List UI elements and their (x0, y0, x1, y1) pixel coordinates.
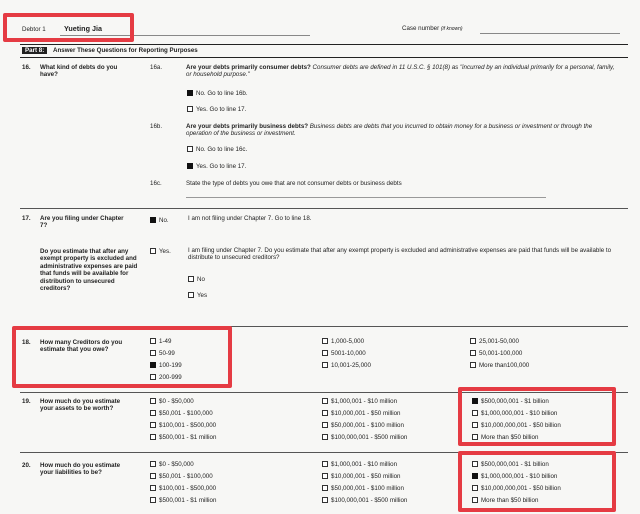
q18-option[interactable]: 1,000-5,000 (322, 338, 364, 345)
q18-option[interactable]: 200-999 (150, 374, 182, 381)
checkbox-unchecked[interactable] (470, 338, 476, 344)
checkbox-checked[interactable] (187, 90, 193, 96)
checkbox-checked[interactable] (150, 217, 156, 223)
part-bottom-rule (20, 57, 628, 58)
debtor-label: Debtor 1 (22, 26, 46, 33)
q19-option[interactable]: $100,001 - $500,000 (150, 422, 216, 429)
q16a-number: 16a. (150, 64, 163, 71)
q19-option[interactable]: $50,001 - $100,000 (150, 410, 213, 417)
part-badge: Part 8: (22, 47, 47, 54)
q20-option[interactable]: $100,001 - $500,000 (150, 485, 216, 492)
checkbox-unchecked[interactable] (150, 410, 156, 416)
checkbox-unchecked[interactable] (470, 350, 476, 356)
q16-bottom-rule (20, 208, 628, 209)
q18-option[interactable]: 1-49 (150, 338, 171, 345)
q18-option[interactable]: 50,001-100,000 (470, 350, 522, 357)
q20-option[interactable]: $1,000,001 - $10 million (322, 461, 397, 468)
q19-option[interactable]: $500,001 - $1 million (150, 434, 216, 441)
q17-question: Are you filing under Chapter 7? (40, 215, 124, 230)
checkbox-unchecked[interactable] (150, 248, 156, 254)
q18-option[interactable]: 25,001-50,000 (470, 338, 519, 345)
debtor-highlight-box (3, 13, 134, 42)
checkbox-unchecked[interactable] (187, 146, 193, 152)
q17-yes-text: I am filing under Chapter 7. Do you estimate that after any exempt property is excluded and administrative expenses are paid that funds will be available to distribute to unsecured creditors? (188, 247, 612, 262)
q17-number: 17. (22, 215, 31, 222)
checkbox-checked[interactable] (187, 163, 193, 169)
checkbox-unchecked[interactable] (150, 398, 156, 404)
checkbox-unchecked[interactable] (470, 362, 476, 368)
q20-question: How much do you estimate your liabilities to be? (40, 462, 121, 477)
q19-question: How much do you estimate your assets to be worth? (40, 398, 121, 413)
q17-subquestion: Do you estimate that after any exempt property is excluded and administrative expenses are paid that funds will be available for distribution to unsecured creditors? (40, 248, 138, 293)
q19-option[interactable]: $500,000,001 - $1 billion (472, 398, 549, 405)
q16b-no-option[interactable]: No. Go to line 16c. (187, 146, 247, 153)
q20-option[interactable]: $1,000,000,001 - $10 billion (472, 473, 557, 480)
case-number-underline (480, 33, 620, 34)
q16b-yes-option[interactable]: Yes. Go to line 17. (187, 163, 246, 170)
q19-option[interactable]: $1,000,000,001 - $10 billion (472, 410, 557, 417)
checkbox-unchecked[interactable] (150, 422, 156, 428)
q19-option[interactable]: $10,000,001 - $50 million (322, 410, 401, 417)
checkbox-unchecked[interactable] (322, 410, 328, 416)
q19-option[interactable]: $50,000,001 - $100 million (322, 422, 404, 429)
q17-no-option[interactable]: No. (150, 217, 169, 224)
q20-option[interactable]: $500,000,001 - $1 billion (472, 461, 549, 468)
q16b-number: 16b. (150, 123, 163, 130)
q19-number: 19. (22, 398, 31, 405)
q18-option[interactable]: 100-199 (150, 362, 182, 369)
q16c-number: 16c. (150, 180, 162, 187)
q16a-no-option[interactable]: No. Go to line 16b. (187, 90, 248, 97)
q20-option[interactable]: $50,000,001 - $100 million (322, 485, 404, 492)
q17-yes-option[interactable]: Yes. (150, 248, 171, 255)
q20-option[interactable]: $10,000,001 - $50 million (322, 473, 401, 480)
q16-number: 16. (22, 64, 31, 71)
q19-option[interactable]: $10,000,000,001 - $50 billion (472, 422, 561, 429)
liabilities-highlight-box (458, 451, 616, 512)
checkbox-unchecked[interactable] (322, 398, 328, 404)
checkbox-unchecked[interactable] (322, 422, 328, 428)
part-header (22, 47, 198, 54)
q18-number: 18. (22, 339, 31, 346)
checkbox-unchecked[interactable] (322, 362, 328, 368)
checkbox-unchecked[interactable] (322, 434, 328, 440)
q20-option[interactable]: $0 - $50,000 (150, 461, 194, 468)
checkbox-unchecked[interactable] (188, 276, 194, 282)
checkbox-unchecked[interactable] (150, 461, 156, 467)
checkbox-unchecked[interactable] (150, 434, 156, 440)
case-number-label: Case number (if known) (402, 25, 463, 32)
checkbox-unchecked[interactable] (150, 473, 156, 479)
q20-option[interactable]: $500,001 - $1 million (150, 497, 216, 504)
part-title: Answer These Questions for Reporting Purposes (53, 47, 198, 54)
q16b-text: Are your debts primarily business debts? Business debts are debts that you incurred to obtain money for a business or investment or through the operation of the business or investment. (186, 123, 593, 138)
q18-option[interactable]: 5001-10,000 (322, 350, 366, 357)
q18-option[interactable]: 50-99 (150, 350, 175, 357)
checkbox-unchecked[interactable] (322, 350, 328, 356)
q20-number: 20. (22, 462, 31, 469)
q19-option[interactable]: $1,000,001 - $10 million (322, 398, 397, 405)
creditors-highlight-box (12, 326, 232, 388)
q20-option[interactable]: $50,001 - $100,000 (150, 473, 213, 480)
q18-option[interactable]: More than100,000 (470, 362, 529, 369)
q19-option[interactable]: $100,000,001 - $500 million (322, 434, 407, 441)
q18-question: How many Creditors do you estimate that you owe? (40, 339, 123, 354)
checkbox-unchecked[interactable] (322, 485, 328, 491)
q20-option[interactable]: $10,000,000,001 - $50 billion (472, 485, 561, 492)
q19-option[interactable]: More than $50 billion (472, 434, 538, 441)
q17-sub-yes-option[interactable]: Yes (188, 292, 207, 299)
checkbox-unchecked[interactable] (150, 497, 156, 503)
q20-option[interactable]: $100,000,001 - $500 million (322, 497, 407, 504)
q16a-yes-option[interactable]: Yes. Go to line 17. (187, 106, 246, 113)
checkbox-unchecked[interactable] (187, 106, 193, 112)
checkbox-unchecked[interactable] (322, 473, 328, 479)
q16a-text: Are your debts primarily consumer debts? Consumer debts are defined in 11 U.S.C. § 101(8) as "incurred by an individual primarily for a personal, family, or household purpose." (186, 64, 615, 79)
q19-option[interactable]: $0 - $50,000 (150, 398, 194, 405)
q16c-text: State the type of debts you owe that are not consumer debts or business debts (186, 180, 402, 187)
q18-option[interactable]: 10,001-25,000 (322, 362, 371, 369)
assets-highlight-box (458, 387, 616, 446)
q16c-answer-line[interactable] (186, 197, 546, 198)
q17-no-text: I am not filing under Chapter 7. Go to line 18. (188, 215, 312, 222)
q17-sub-no-option[interactable]: No (188, 276, 205, 283)
q20-option[interactable]: More than $50 billion (472, 497, 538, 504)
checkbox-unchecked[interactable] (322, 338, 328, 344)
q16-question: What kind of debts do you have? (40, 64, 118, 79)
checkbox-unchecked[interactable] (322, 497, 328, 503)
debtor-name: Yueting Jia (64, 24, 102, 33)
part-top-rule (20, 44, 628, 45)
checkbox-unchecked[interactable] (188, 292, 194, 298)
checkbox-unchecked[interactable] (322, 461, 328, 467)
checkbox-unchecked[interactable] (150, 485, 156, 491)
